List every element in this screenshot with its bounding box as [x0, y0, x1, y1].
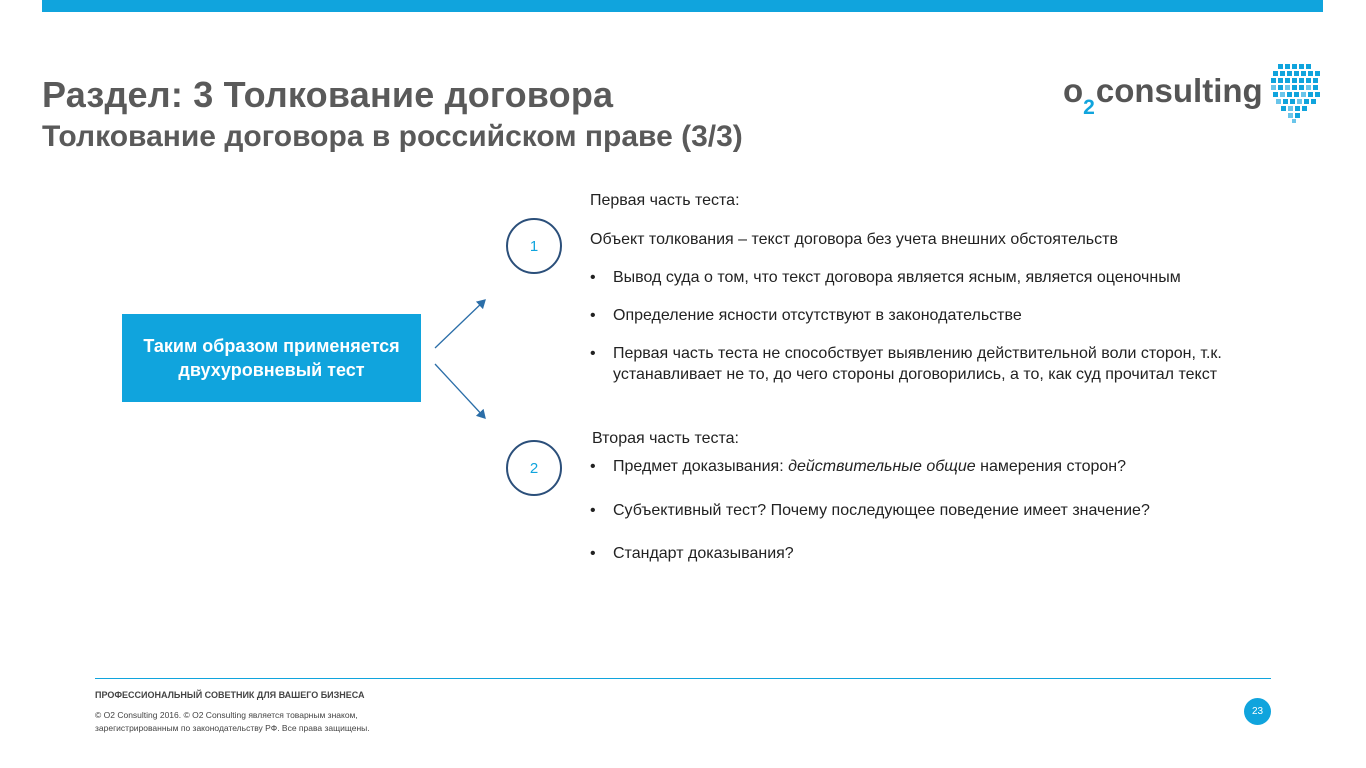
- company-logo-wordmark: [1063, 72, 1263, 119]
- part1-bullet-1-text: Вывод суда о том, что текст договора является ясным, является оценочным: [613, 269, 1181, 286]
- arrow-up: [435, 300, 485, 348]
- part2-bullet-1-prefix: Предмет доказывания:: [613, 458, 789, 475]
- step-2-circle: [506, 440, 562, 496]
- part2-heading: Вторая часть теста:: [592, 430, 739, 447]
- step-1-circle: [506, 218, 562, 274]
- page-number: 23: [1251, 706, 1264, 717]
- footer-divider: [95, 678, 1271, 679]
- logo-subscript: 2: [1083, 96, 1095, 119]
- step-2-number: 2: [529, 459, 539, 477]
- bullet-dot: •: [590, 502, 596, 519]
- page-title: Раздел: 3 Толкование договора: [42, 74, 614, 115]
- footer-copyright: © O2 Consulting 2016. © O2 Consulting является товарным знаком, зарегистрированным по законодательству РФ. Все права защищены.: [95, 710, 370, 733]
- logo-prefix: o: [1063, 72, 1084, 109]
- conclusion-line-2: двухуровневый тест: [178, 360, 365, 380]
- part2-bullet-1: [590, 456, 1150, 477]
- part2-bullet-2-text: Субъективный тест? Почему последующее поведение имеет значение?: [613, 502, 1150, 519]
- logo-word: consulting: [1095, 72, 1263, 109]
- part2-bullet-1-suffix: намерения сторон?: [975, 458, 1127, 475]
- conclusion-line-1: Таким образом применяется: [143, 336, 400, 356]
- bullet-dot: •: [590, 307, 596, 324]
- part1-object: Объект толкования – текст договора без учета внешних обстоятельств: [590, 231, 1118, 248]
- bullet-dot: •: [590, 458, 596, 475]
- top-accent-bar: [42, 0, 1323, 12]
- part2-bullet-1-emphasis: действительные общие: [788, 458, 976, 475]
- part2-bullet-1-text: [613, 456, 1150, 477]
- branch-arrows: [430, 290, 500, 430]
- part1-bullet-2: [590, 305, 1270, 326]
- bullet-dot: •: [590, 345, 596, 362]
- footer-tagline: ПРОФЕССИОНАЛЬНЫЙ СОВЕТНИК ДЛЯ ВАШЕГО БИЗНЕСА: [95, 690, 365, 700]
- dot-grid-logo-icon: [1268, 62, 1322, 124]
- part1-bullet-3: [590, 343, 1240, 385]
- page-subtitle: Толкование договора в российском праве (3/3): [42, 120, 743, 153]
- part2-bullet-2: [590, 500, 1150, 521]
- part2-bullet-3: [590, 543, 1150, 564]
- part1-heading: Первая часть теста:: [590, 192, 740, 209]
- part2-bullet-3-text: Стандарт доказывания?: [613, 545, 794, 562]
- part1-bullet-1: [590, 267, 1270, 288]
- bullet-dot: •: [590, 545, 596, 562]
- step-1-number: 1: [529, 237, 539, 255]
- bullet-dot: •: [590, 269, 596, 286]
- conclusion-box: [122, 314, 421, 402]
- part1-bullet-2-text: Определение ясности отсутствуют в законодательстве: [613, 307, 1022, 324]
- page-number-badge: [1244, 698, 1271, 725]
- arrow-down: [435, 364, 485, 418]
- part1-bullet-3-text: Первая часть теста не способствует выявлению действительной воли сторон, т.к. устанавливает не то, до чего стороны договорились, а то, как суд прочитал текст: [613, 345, 1222, 383]
